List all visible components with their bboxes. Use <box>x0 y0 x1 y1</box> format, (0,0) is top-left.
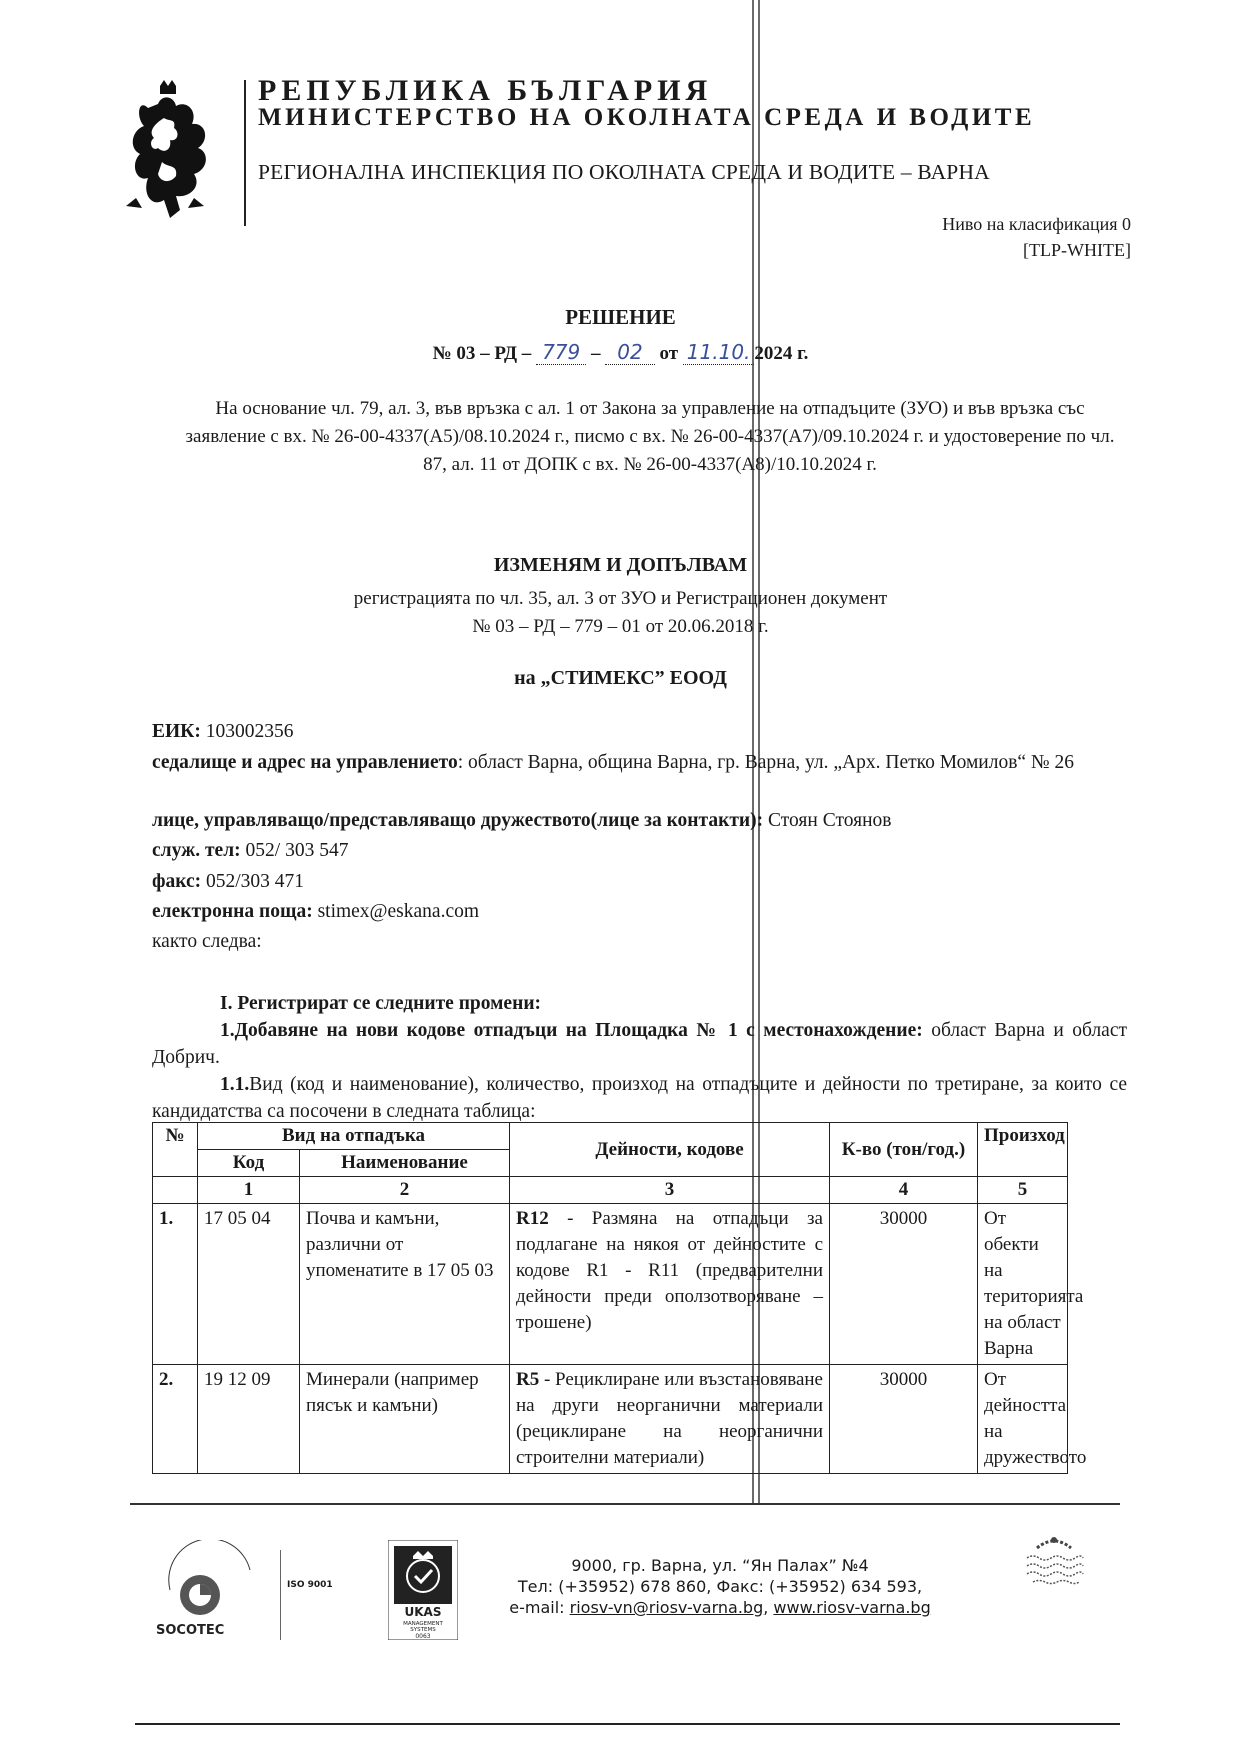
decision-number-prefix: № 03 – РД – <box>432 343 532 364</box>
column-number: 1 <box>198 1177 300 1204</box>
footer-sep: , <box>763 1598 774 1617</box>
item-1-paragraph <box>152 1017 1127 1071</box>
activity-text: - Размяна на отпадъци за подлагане на някоя от дейностите с кодове R1 - R11 (предварителни дейности преди оползотворяване – трошене) <box>516 1208 823 1333</box>
waste-origin: От дейността на дружеството <box>978 1365 1068 1474</box>
decision-number <box>0 340 1241 365</box>
coat-of-arms-icon <box>118 78 218 228</box>
footer-web-link[interactable]: www.riosv-varna.bg <box>773 1598 931 1617</box>
item-1-1-rest: Вид (код и наименование), количество, произход на отпадъците и дейности по третиране, за които се кандидатства са посочени в следната таблица: <box>152 1074 1127 1122</box>
decision-year: 2024 г. <box>754 343 809 364</box>
ukas-number: 0063 <box>415 1633 431 1640</box>
column-number: 3 <box>510 1177 830 1204</box>
header-name: Наименование <box>300 1150 510 1177</box>
footer-top-divider <box>130 1503 1120 1505</box>
table-row <box>153 1365 1068 1474</box>
column-number: 2 <box>300 1177 510 1204</box>
classification-level: Ниво на класификация 0 <box>942 214 1131 234</box>
company-name: на „СТИМЕКС” ЕООД <box>514 667 727 689</box>
logo-divider <box>280 1550 281 1640</box>
activity-code: R5 <box>516 1369 540 1390</box>
phone-label: служ. тел: <box>152 840 241 861</box>
handwritten-date: 11.10. <box>686 340 751 364</box>
iso-9001-label: ISO 9001 <box>287 1580 333 1590</box>
handwritten-suffix: 02 <box>617 340 643 364</box>
waste-code: 17 05 04 <box>198 1204 300 1365</box>
footer-bottom-divider <box>135 1723 1120 1725</box>
header-origin: Произход <box>978 1123 1068 1177</box>
column-number: 4 <box>830 1177 978 1204</box>
as-follows: както следва: <box>152 931 262 952</box>
ukas-sub-1: MANAGEMENT <box>403 1621 443 1627</box>
ukas-sub-2: SYSTEMS <box>410 1627 436 1633</box>
decision-title: РЕШЕНИЕ <box>565 305 676 329</box>
header-divider <box>244 80 246 226</box>
manager-value: Стоян Стоянов <box>768 810 892 831</box>
waste-name: Минерали (например пясък и камъни) <box>300 1365 510 1474</box>
change-title: ИЗМЕНЯМ И ДОПЪЛВАМ <box>493 554 748 576</box>
seat-value: : област Варна, община Варна, гр. Варна, ул. „Арх. Петко Момилов“ № 26 <box>457 752 1074 773</box>
ukas-text: UKAS <box>404 1605 442 1619</box>
manager-line <box>152 807 1112 835</box>
waste-quantity: 30000 <box>830 1365 978 1474</box>
table-row <box>153 1204 1068 1365</box>
header-activities: Дейности, кодове <box>510 1123 830 1177</box>
email-value: stimex@eskana.com <box>317 901 480 922</box>
ministry-heading: МИНИСТЕРСТВО НА ОКОЛНАТА СРЕДА И ВОДИТЕ <box>258 104 1036 131</box>
fax-label: факс: <box>152 871 202 892</box>
regional-inspection-heading: РЕГИОНАЛНА ИНСПЕКЦИЯ ПО ОКОЛНАТА СРЕДА И ВОДИТЕ – ВАРНА <box>258 160 990 184</box>
footer-address: 9000, гр. Варна, ул. “Ян Палах” №4 <box>571 1556 869 1575</box>
item-1-bold: 1.Добавяне на нови кодове отпадъци на Площадка № 1 с местонахождение: <box>220 1020 923 1041</box>
waste-name: Почва и камъни, различни от упоменатите в 17 05 03 <box>300 1204 510 1365</box>
email-line <box>152 898 1112 926</box>
fax-line <box>152 868 1112 896</box>
socotec-certification-logo <box>150 1540 270 1640</box>
legal-basis-paragraph: На основание чл. 79, ал. 3, във връзка с ал. 1 от Закона за управление на отпадъците (ЗУО) и във връзка със заявление с вх. № 26-00-4337(А5)/08.10.2024 г., писмо с вх. № 26-00-4337(А7)/09.10.2024 г. и удостоверение по чл. 87, ал. 11 от ДОПК с вх. № 26-00-4337(А8)/10.10.2024 г. <box>185 398 1115 475</box>
item-1-1-bold: 1.1. <box>220 1074 250 1095</box>
phone-value: 052/ 303 547 <box>245 840 349 861</box>
fax-value: 052/303 471 <box>206 871 305 892</box>
column-number: 5 <box>978 1177 1068 1204</box>
waste-activity <box>510 1204 830 1365</box>
eik-line <box>152 718 1112 746</box>
activity-code: R12 <box>516 1208 549 1229</box>
footer-address-block <box>470 1555 970 1618</box>
phone-line <box>152 837 1112 865</box>
section-1-heading: I. Регистрират се следните промени: <box>220 993 542 1014</box>
waste-activity <box>510 1365 830 1474</box>
waste-quantity: 30000 <box>830 1204 978 1365</box>
manager-label: лице, управляващо/представляващо дружеството(лице за контакти): <box>152 810 764 831</box>
riosv-logo-icon <box>1023 1530 1085 1586</box>
eik-value: 103002356 <box>205 721 294 742</box>
footer-email-prefix: e-mail: <box>509 1598 570 1617</box>
header-quantity: К-во (тон/год.) <box>830 1123 978 1177</box>
decision-dash: – <box>591 343 601 364</box>
email-label: електронна поща: <box>152 901 313 922</box>
classification-tlp: [TLP-WHITE] <box>1023 240 1131 260</box>
header-code: Код <box>198 1150 300 1177</box>
change-line-1: регистрацията по чл. 35, ал. 3 от ЗУО и Регистрационен документ <box>353 588 888 609</box>
item-1-1-paragraph <box>152 1071 1127 1125</box>
footer-email-link[interactable]: riosv-vn@riosv-varna.bg <box>569 1598 764 1617</box>
seat-label: седалище и адрес на управлението <box>152 752 458 773</box>
change-line-2: № 03 – РД – 779 – 01 от 20.06.2018 г. <box>472 616 769 637</box>
footer-contact <box>470 1597 970 1618</box>
socotec-text: SOCOTEC <box>156 1623 225 1638</box>
handwritten-number: 779 <box>542 340 581 364</box>
row-number: 2. <box>153 1365 198 1474</box>
waste-origin: От обекти на територията на област Варна <box>978 1204 1068 1365</box>
change-subtitle <box>0 585 1241 641</box>
column-number <box>153 1177 198 1204</box>
header-waste-type: Вид на отпадъка <box>198 1123 510 1150</box>
republic-heading: РЕПУБЛИКА БЪЛГАРИЯ <box>258 74 713 107</box>
waste-code: 19 12 09 <box>198 1365 300 1474</box>
activity-text: - Рециклиране или възстановяване на други неорганични материали (рециклиране на неорганични строителни материали) <box>516 1369 823 1468</box>
item-1-rest: област Варна и област Добрич. <box>152 1020 1128 1068</box>
eik-label: ЕИК: <box>152 721 201 742</box>
ukas-logo <box>388 1540 458 1640</box>
row-number: 1. <box>153 1204 198 1365</box>
header-no: № <box>153 1123 198 1177</box>
waste-table <box>152 1122 1087 1474</box>
footer-phone: Тел: (+35952) 678 860, Факс: (+35952) 634 593, <box>517 1577 923 1596</box>
seat-line <box>152 749 1112 777</box>
classification-block <box>942 211 1131 263</box>
decision-from: от <box>659 343 679 364</box>
